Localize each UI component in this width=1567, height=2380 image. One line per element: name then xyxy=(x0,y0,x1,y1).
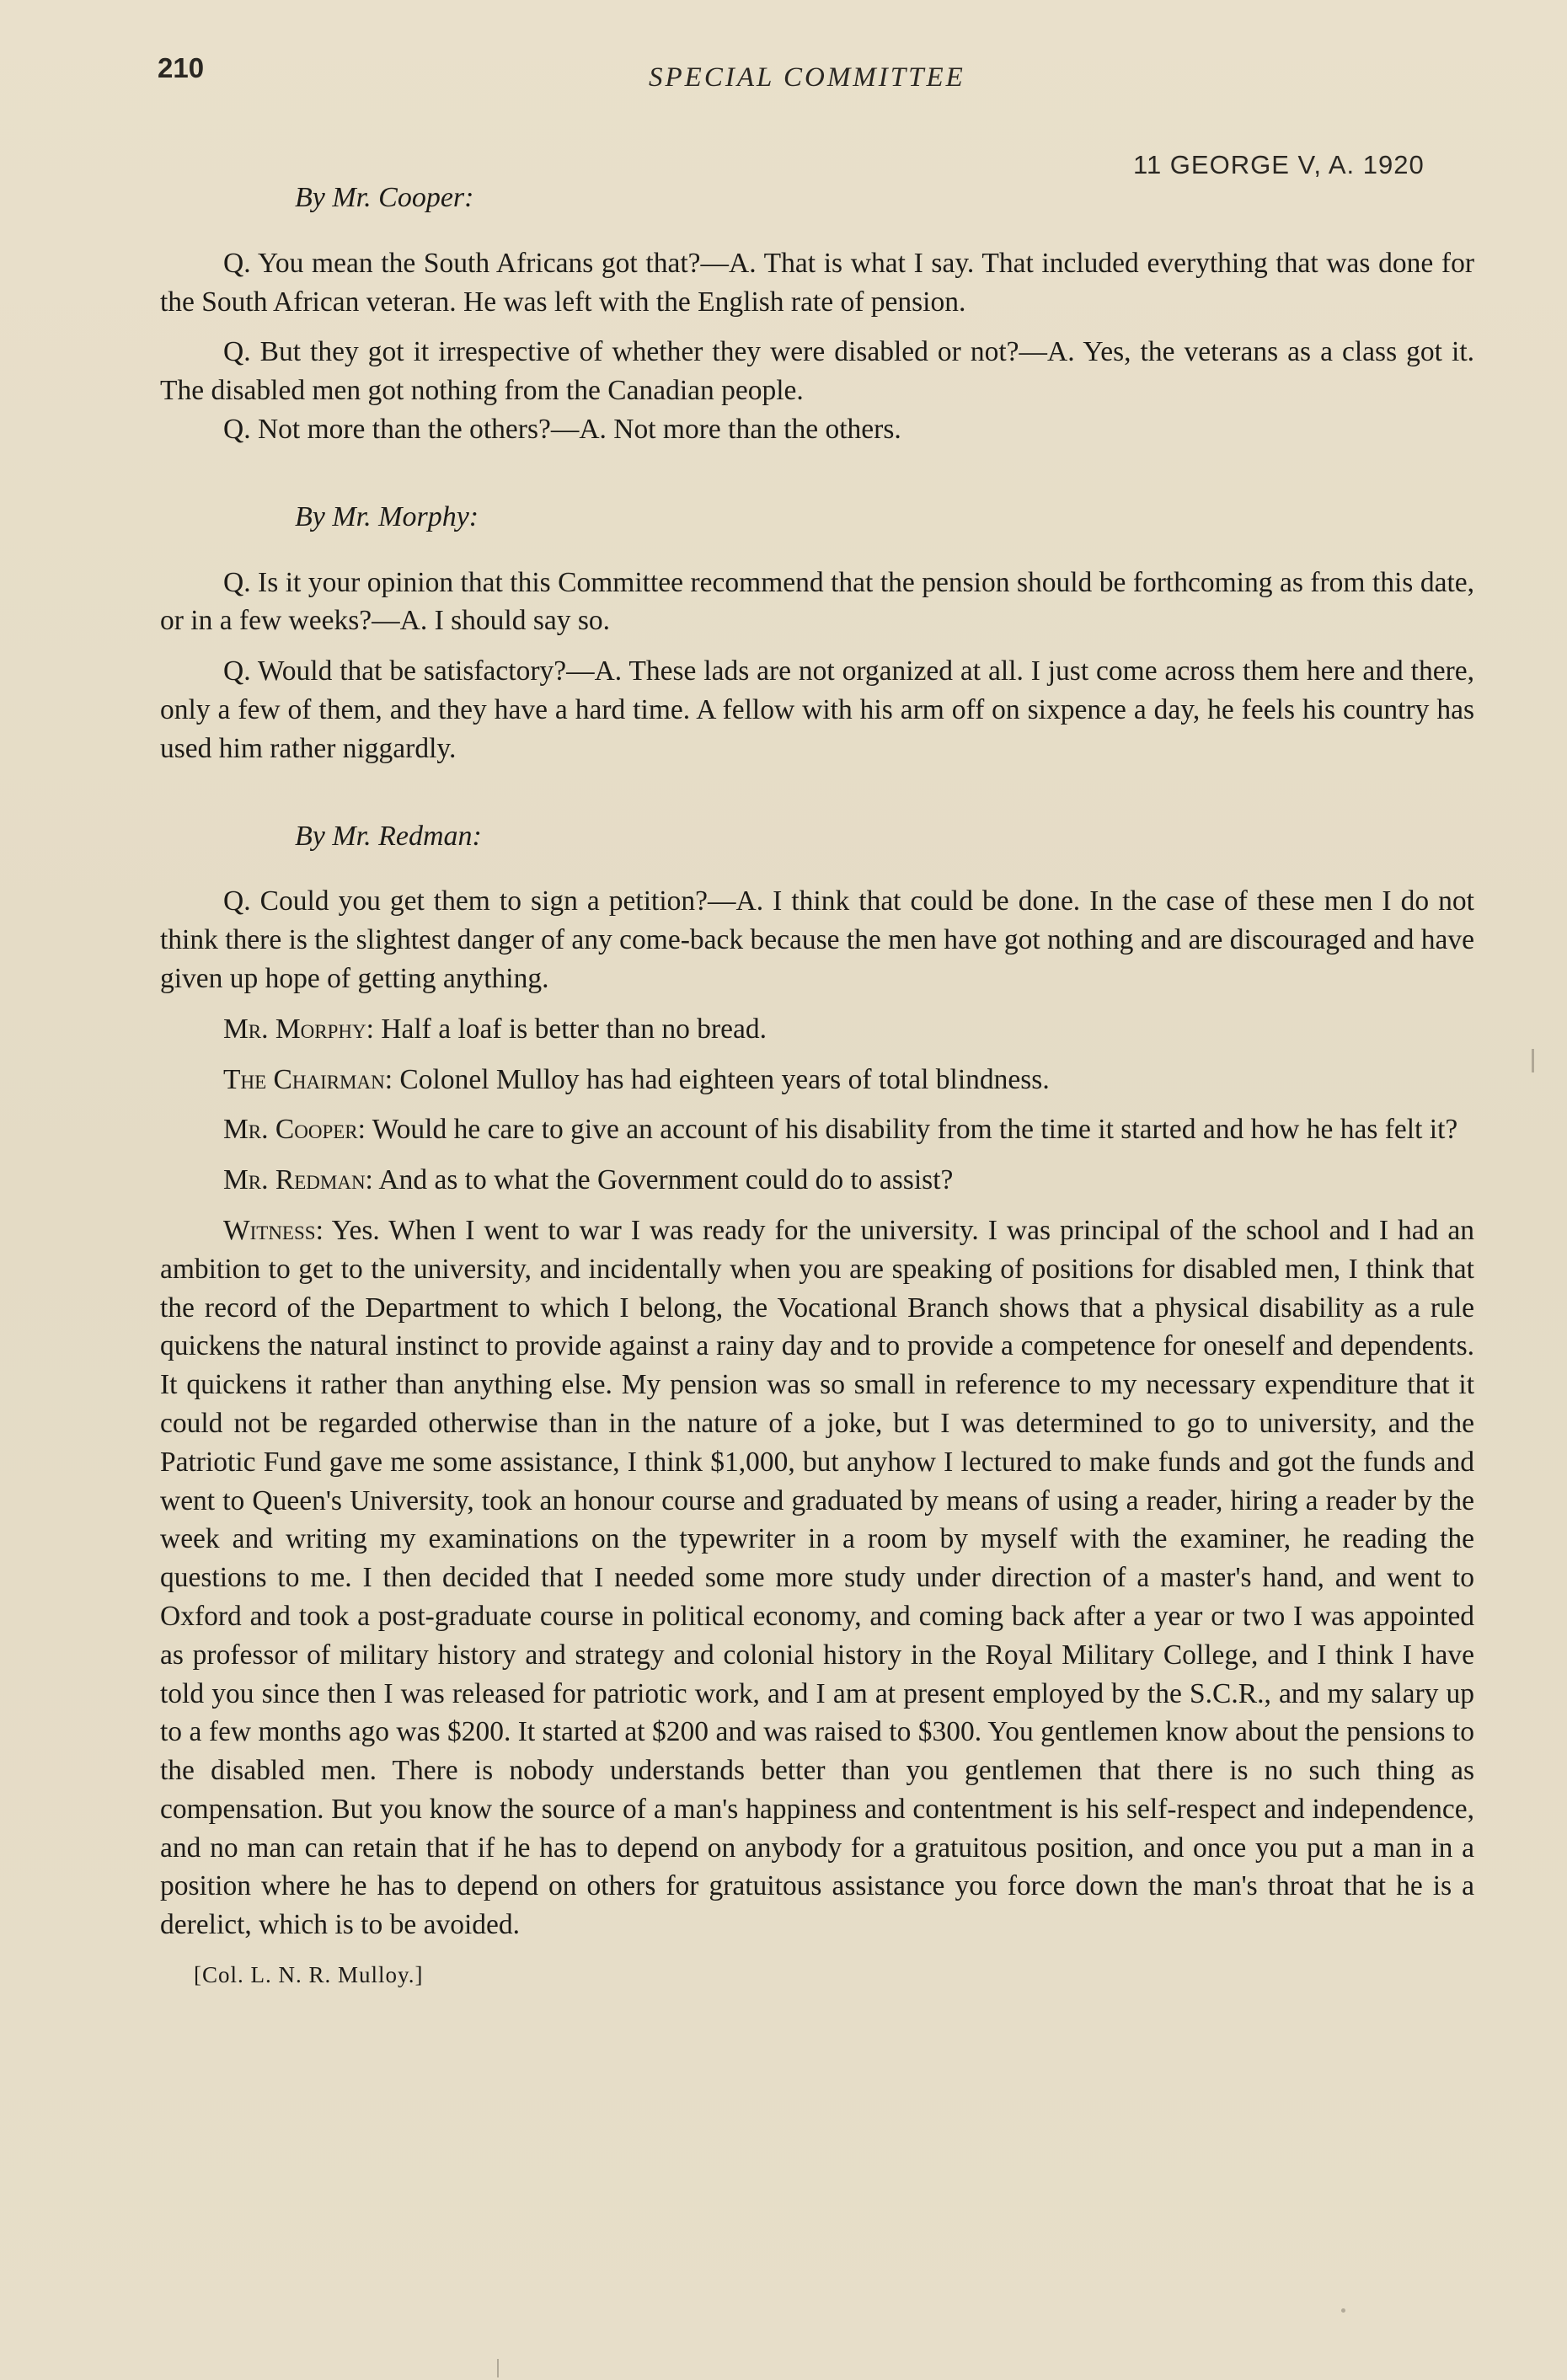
running-title: SPECIAL COMMITTEE xyxy=(649,62,965,93)
page-blemish xyxy=(497,2359,499,2377)
statement-text: Yes. When I went to war I was ready for the university. I was principal of the school and I had an ambition to get to the university, and incidentally when you are speaking of positions for disabled men, I think that the record of the Department to which I belong, the Vocational Branch shows that a physical disability as a rule quickens the natural instinct to provide against a rainy day and to provide a competence for oneself and dependents. It quickens it rather than anything else. My pension was so small in reference to my necessary expenditure that it could not be regarded otherwise than in the nature of a joke, but I was determined to go to university, and the Patriotic Fund gave me some assistance, I think $1,000, but anyhow I lectured to make funds and got the funds and went to Queen's University, took an honour course and graduated by means of using a reader, hiring a reader by the week and writing my examinations on the typewriter in a room by myself with the examiner, he reading the questions to me. I then decided that I needed some more study under direction of a master's hand, and went to Oxford and took a post-graduate course in political economy, and coming back after a year or two I was appointed as professor of military history and strategy and colonial history in the Royal Military College, and I think I have told you since then I was released for patriotic work, and I am at present employed by the S.C.R., and my salary up to a few months ago was $200. It started at $200 and was raised to $300. You gentlemen know about the pensions to the disabled men. There is nobody understands better than you gentlemen that there is no such thing as compensation. But you know the source of a man's happiness and contentment is his self-respect and independence, and no man can retain that if he has to depend on anybody for a gratuitous position, and once you put a man in a position where he has to depend on others for gratuitous assistance you force down the man's throat that he is a derelict, which is to be avoided. xyxy=(160,1214,1474,1941)
statement-paragraph xyxy=(160,1110,1474,1149)
speaker-name: Mr. Cooper: xyxy=(223,1114,366,1146)
page-blemish xyxy=(1341,2308,1345,2313)
page-blemish xyxy=(1532,1049,1534,1072)
speaker-name: Mr. Morphy: xyxy=(223,1013,374,1045)
page-number: 210 xyxy=(158,52,205,83)
statement-paragraph xyxy=(160,1010,1474,1049)
statement-text: Would he care to give an account of his disability from the time it started and how he has felt it? xyxy=(372,1114,1458,1146)
statement-paragraph xyxy=(160,1161,1474,1200)
examiner-heading-redman: By Mr. Redman: xyxy=(295,820,482,852)
exchange-paragraph: Q. But they got it irrespective of whether they were disabled or not?—A. Yes, the veterans as a class got it. The disabled men got nothing from the Canadian people. xyxy=(160,336,1474,407)
examiner-heading-cooper: By Mr. Cooper: xyxy=(295,182,474,213)
statement-text: And as to what the Government could do to assist? xyxy=(378,1164,954,1196)
attribution: [Col. L. N. R. Mulloy.] xyxy=(194,1962,424,1988)
session-label: 11 GEORGE V, A. 1920 xyxy=(1133,150,1425,179)
exchange-paragraph: Q. You mean the South Africans got that?—A. That is what I say. That included everything that was done for the South African veteran. He was left with the English rate of pension. xyxy=(160,247,1474,318)
exchange-paragraph: Q. Not more than the others?—A. Not more than the others. xyxy=(223,413,901,445)
exchange-paragraph: Q. Would that be satisfactory?—A. These lads are not organized at all. I just come across them here and there, only a few of them, and they have a hard time. A fellow with his arm off on sixpence a day, he feels his country has used him rather niggardly. xyxy=(160,655,1474,764)
statement-text: Colonel Mulloy has had eighteen years of total blindness. xyxy=(399,1063,1050,1095)
statement-paragraph xyxy=(160,1061,1474,1099)
transcript-body xyxy=(160,179,1474,1995)
witness-statement xyxy=(160,1211,1474,1944)
speaker-name: Witness: xyxy=(223,1214,324,1246)
examiner-heading-morphy: By Mr. Morphy: xyxy=(295,500,479,532)
statement-text: Half a loaf is better than no bread. xyxy=(381,1013,767,1045)
exchange-paragraph: Q. Is it your opinion that this Committee recommend that the pension should be forthcoming as from this date, or in a few weeks?—A. I should say so. xyxy=(160,566,1474,637)
exchange-paragraph: Q. Could you get them to sign a petition?—A. I think that could be done. In the case of these men I do not think there is the slightest danger of any come-back because the men have got nothing and are discouraged and have given up hope of getting anything. xyxy=(160,885,1474,994)
speaker-name: The Chairman: xyxy=(223,1063,393,1095)
speaker-name: Mr. Redman: xyxy=(223,1164,373,1196)
